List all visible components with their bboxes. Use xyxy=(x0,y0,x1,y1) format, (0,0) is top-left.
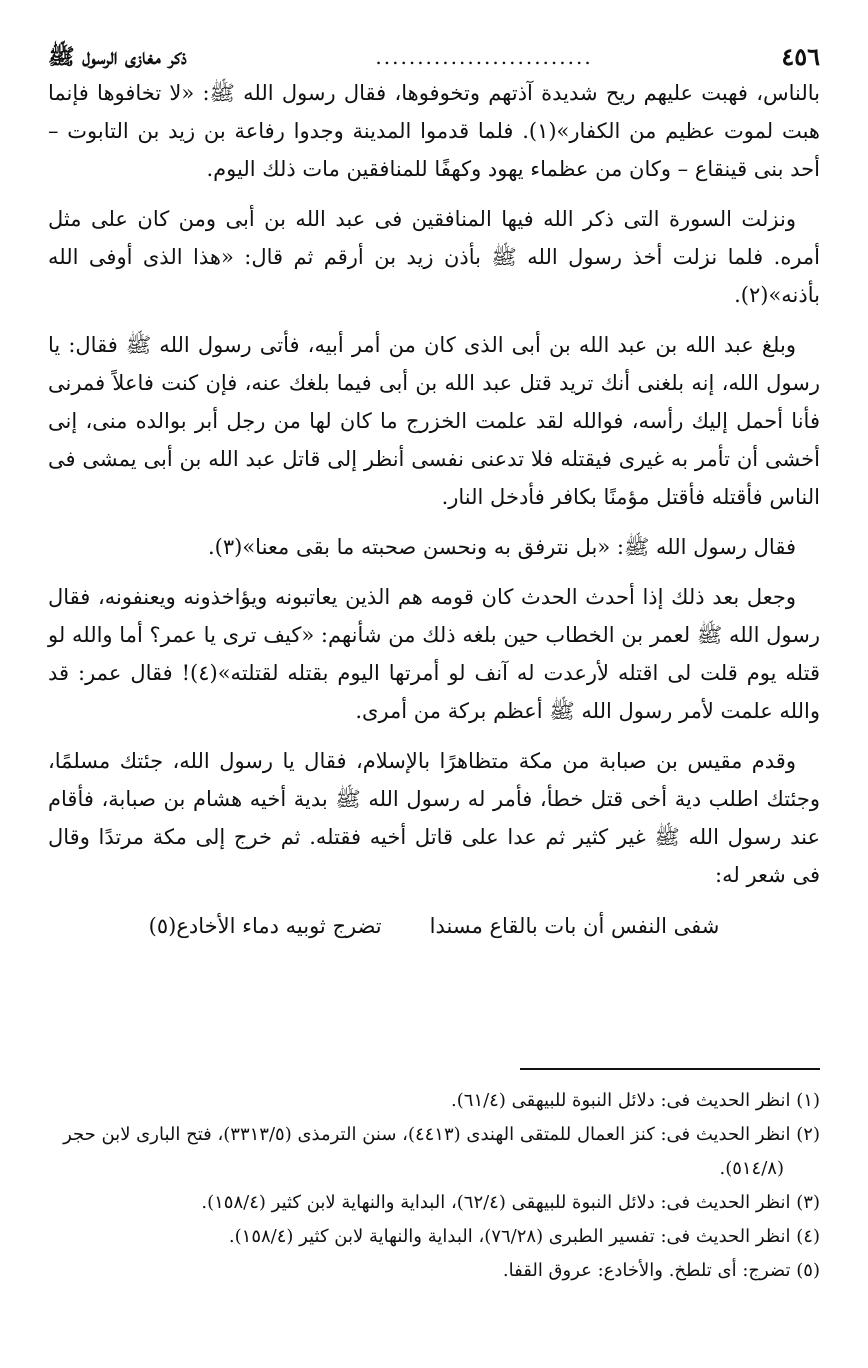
chapter-title: ذكر مغازى الرسول ﷺ xyxy=(48,44,187,70)
poem-verse xyxy=(48,906,820,946)
footnotes xyxy=(40,1084,820,1288)
running-head xyxy=(48,40,820,74)
paragraph: فقال رسول الله ﷺ: «بل نترفق به ونحسن صحبته ما بقى معنا»(٣). xyxy=(207,535,796,559)
footnote: (٤) انظر الحديث فى: تفسير الطبرى (٧٦/٢٨)، البداية والنهاية لابن كثير (١٥٨/٤). xyxy=(228,1226,820,1247)
paragraph: وبلغ عبد الله بن عبد الله بن أبى الذى كان من أمر أبيه، فأتى رسول الله ﷺ فقال: يا رسول الله، إنه بلغنى أنك تريد قتل عبد الله بن أبى فيما بلغك عنه، فإن كنت فاعلاً فمرنى فأنا أحمل إليك رأسه، فوالله لقد علمت الخزرج ما كان لها من رجل أبر بوالده منى، إنى أخشى أن تأمر به غيرى فيقتله فلا تدعنى نفسى أنظر إلى قاتل عبد الله بن أبى يمشى فى الناس فأقتله فأقتل مؤمنًا بكافر فأدخل النار. xyxy=(48,333,820,509)
paragraph: ونزلت السورة التى ذكر الله فيها المنافقين فى عبد الله بن أبى ومن كان على مثل أمره. فلما نزلت أخذ رسول الله ﷺ بأذن زيد بن أرقم ثم قال: «هذا الذى أوفى الله بأذنه»(٢). xyxy=(48,207,820,307)
footnote: (٥) تضرج: أى تلطخ. والأخادع: عروق القفا. xyxy=(502,1260,820,1281)
footnote: (١) انظر الحديث فى: دلائل النبوة للبيهقى (٦١/٤). xyxy=(451,1090,820,1111)
poem-hemistich-first: شفى النفس أن بات بالقاع مسندا xyxy=(429,914,720,938)
poem-hemistich-second: تضرج ثوبيه دماء الأخادع(٥) xyxy=(148,914,382,938)
paragraph: بالناس، فهبت عليهم ريح شديدة آذتهم وتخوفوها، فقال رسول الله ﷺ: «لا تخافوها فإنما هبت لموت عظيم من الكفار»(١). فلما قدموا المدينة وجدوا رفاعة بن زيد بن التابوت – أحد بنى قينقاع – وكان من عظماء يهود وكهفًا للمنافقين مات ذلك اليوم. xyxy=(48,81,820,181)
page xyxy=(48,40,820,946)
page-number: ٤٥٦ xyxy=(781,42,820,71)
paragraph: وقدم مقيس بن صبابة من مكة متظاهرًا بالإسلام، فقال يا رسول الله، جئتك مسلمًا، وجئتك اطلب دية أخى قتل خطأ، فأمر له رسول الله ﷺ بدية أخيه هشام بن صبابة، فأقام عند رسول الله ﷺ غير كثير ثم عدا على قاتل أخيه فقتله. ثم خرج إلى مكة مرتدًا وقال فى شعر له: xyxy=(48,749,820,887)
footnote: (٣) انظر الحديث فى: دلائل النبوة للبيهقى (٦٢/٤)، البداية والنهاية لابن كثير (١٥٨/٤). xyxy=(201,1192,820,1213)
leader-dots: .......................... xyxy=(375,45,593,69)
body-text xyxy=(48,74,820,894)
paragraph: وجعل بعد ذلك إذا أحدث الحدث كان قومه هم الذين يعاتبونه ويؤاخذونه ويعنفونه، فقال رسول الله ﷺ لعمر بن الخطاب حين بلغه ذلك من شأنهم: «كيف ترى يا عمر؟ أما والله لو قتله يوم قلت لى اقتله لأرعدت له آنف لو أمرتها اليوم بقتله لقتلته»(٤)! فقال عمر: قد والله علمت لأمر رسول الله ﷺ أعظم بركة من أمرى. xyxy=(48,585,820,723)
footnote: (٢) انظر الحديث فى: كنز العمال للمتقى الهندى (٤٤١٣)، سنن الترمذى (٣٣١٣/٥)، فتح البارى لابن حجر (٥١٤/٨). xyxy=(63,1124,820,1179)
footnote-separator xyxy=(520,1068,820,1070)
